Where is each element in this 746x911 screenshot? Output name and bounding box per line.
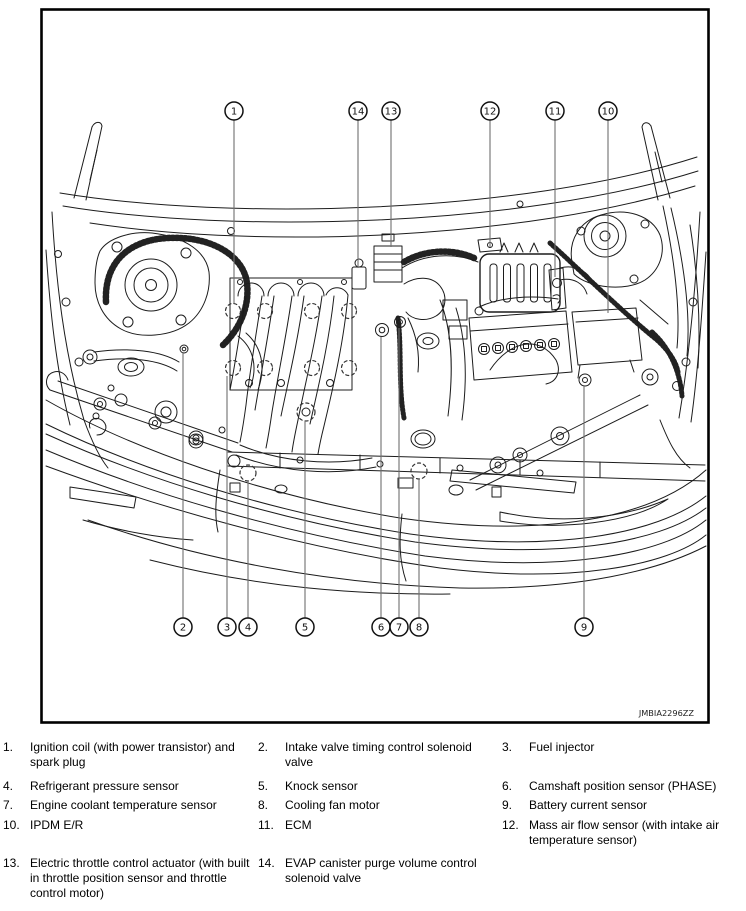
legend-item-4 (3, 779, 258, 794)
callout-2-number: 2 (179, 622, 187, 634)
right-fender-inner (660, 212, 706, 468)
engine-line-art (46, 122, 706, 594)
legend-item-number: 2. (258, 740, 269, 754)
callout-14-number: 14 (351, 106, 365, 118)
legend-item-number: 4. (3, 779, 14, 793)
legend-item-number: 12. (502, 818, 519, 832)
legend-item-2 (258, 740, 502, 770)
callout-7-number: 7 (395, 622, 403, 634)
legend-item-5 (258, 779, 502, 794)
left-a-pillar (74, 122, 102, 200)
legend-item-text: ECM (285, 818, 312, 832)
legend-item-6 (502, 779, 742, 794)
fuse-boxes (443, 300, 467, 339)
legend-item-number: 5. (258, 779, 269, 793)
front-bumper (46, 400, 706, 594)
legend-item-text: Engine coolant temperature sensor (30, 798, 217, 812)
legend-item-text: Refrigerant pressure sensor (30, 779, 179, 793)
battery-current-sensor-target (579, 374, 591, 386)
figure-code: JMBIA2296ZZ (638, 708, 694, 718)
legend-item-number: 8. (258, 798, 269, 812)
callout-9-number: 9 (580, 622, 588, 634)
legend-item-7 (3, 798, 258, 813)
legend-item-text: EVAP canister purge volume control solenoid valve (285, 856, 477, 885)
legend-item-text: Mass air flow sensor (with intake air temperature sensor) (529, 818, 720, 847)
legend-item-text: Camshaft position sensor (PHASE) (529, 779, 717, 793)
legend-item-text: Electric throttle control actuator (with built in throttle position sensor and throttle control motor) (30, 856, 250, 900)
legend-item-text: Fuel injector (529, 740, 595, 754)
legend-item-text: Cooling fan motor (285, 798, 380, 812)
callout-10-number: 10 (601, 106, 615, 118)
legend-item-11 (258, 818, 502, 848)
legend-item-14 (258, 856, 502, 901)
callout-3-number: 3 (223, 622, 231, 634)
callout-11-number: 11 (548, 106, 562, 118)
legend-item-10 (3, 818, 258, 848)
callout-8-number: 8 (415, 622, 423, 634)
intake-valve-timing-solenoid-target (180, 345, 188, 353)
legend-item-text: Intake valve timing control solenoid valve (285, 740, 472, 769)
legend-item-text: Battery current sensor (529, 798, 648, 812)
legend-item-number: 13. (3, 856, 20, 870)
callout-6-number: 6 (377, 622, 385, 634)
legend-item-number: 6. (502, 779, 513, 793)
legend-item-text: Ignition coil (with power transistor) and spark plug (30, 740, 235, 769)
callout-5-number: 5 (301, 622, 309, 634)
callout-4-number: 4 (244, 622, 252, 634)
legend (0, 730, 746, 901)
legend-item-3 (502, 740, 742, 770)
legend-item-9 (502, 798, 742, 813)
legend-item-text: Knock sensor (285, 779, 358, 793)
legend-item-number: 7. (3, 798, 14, 812)
camshaft-position-sensor-target (376, 324, 389, 337)
legend-item-13 (3, 856, 258, 901)
left-fender-inner (46, 212, 108, 468)
legend-item-number: 14. (258, 856, 275, 870)
legend-item-number: 1. (3, 740, 14, 754)
legend-item-number: 3. (502, 740, 513, 754)
radiator-support (228, 369, 705, 497)
legend-item-number: 9. (502, 798, 513, 812)
legend-item-12 (502, 818, 742, 848)
cooling-fan-motor-target (411, 463, 427, 479)
callout-1-number: 1 (230, 106, 238, 118)
callout-13-number: 13 (384, 106, 398, 118)
legend-item-8 (258, 798, 502, 813)
throttle-and-evap-valves (352, 234, 478, 420)
legend-item-text: IPDM E/R (30, 818, 84, 832)
legend-item-number: 10. (3, 818, 20, 832)
hood-latch (549, 268, 566, 310)
callout-12-number: 12 (483, 106, 497, 118)
legend-item-1 (3, 740, 258, 770)
left-strut-tower (95, 233, 247, 345)
refrigerant-pressure-sensor-target (240, 465, 256, 481)
cowl-panel (60, 157, 698, 237)
legend-item-number: 11. (258, 818, 274, 832)
